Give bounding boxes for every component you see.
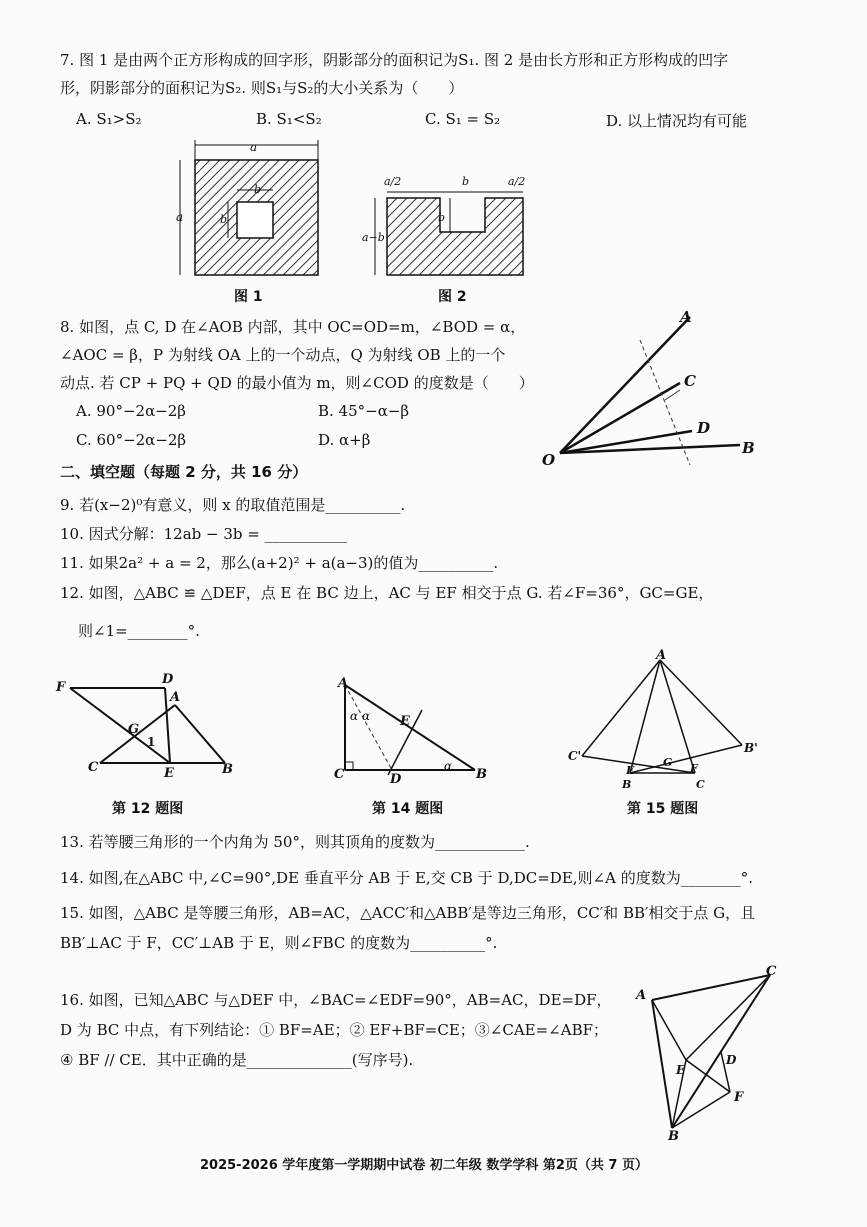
fig15-label-f: F [690, 762, 698, 775]
q16-triangle-diagram [640, 960, 790, 1140]
fig12-label-c: C [88, 760, 99, 775]
fig14-label-d: D [390, 772, 402, 787]
fig15-caption: 第 15 题图 [627, 801, 699, 817]
fig2-label-mid-top: b [462, 175, 470, 188]
fig15-label-c: C [696, 778, 705, 791]
q7-choice-c: C. S₁ = S₂ [425, 110, 501, 128]
fig14-label-e: E [400, 714, 410, 729]
fig14-label-c: C [334, 767, 345, 782]
q8-label-a: A [680, 308, 692, 326]
fig12-caption: 第 12 题图 [112, 801, 184, 817]
fig14-label-alpha-2: α [362, 709, 371, 723]
fig16-label-b: B [668, 1129, 679, 1144]
fig12-label-a: A [170, 690, 181, 705]
q8-label-b: B [742, 439, 755, 457]
figure-1-diagram [170, 140, 330, 285]
figure-1-caption: 图 1 [234, 289, 263, 305]
fig12-label-e: E [164, 766, 174, 781]
figure-2-caption: 图 2 [438, 289, 467, 305]
q14-text: 14. 如图,在△ABC 中,∠C=90°,DE 垂直平分 AB 于 E,交 CB 于 D,DC=DE,则∠A 的度数为________°. [60, 869, 753, 887]
q8-line2: ∠AOC = β，P 为射线 OA 上的一个动点，Q 为射线 OB 上的一个 [60, 346, 506, 364]
q7-choice-b: B. S₁<S₂ [256, 110, 322, 128]
page-footer: 2025-2026 学年度第一学期期中试卷 初二年级 数学学科 第2页（共 7 页） [200, 1158, 649, 1173]
q12-triangle-diagram [50, 675, 240, 775]
q12-line1: 12. 如图，△ABC ≌ △DEF，点 E 在 BC 边上，AC 与 EF 相交于点 G. 若∠F=36°，GC=GE， [60, 584, 714, 602]
q16-line2: D 为 BC 中点，有下列结论：① BF=AE；② EF+BF=CE；③∠CAE=∠ABF； [60, 1021, 609, 1039]
q7-choice-a: A. S₁>S₂ [76, 110, 142, 128]
fig15-label-b: B [622, 778, 632, 791]
fig12-label-d: D [162, 672, 174, 687]
q8-line1: 8. 如图，点 C, D 在∠AOB 内部，其中 OC=OD=m，∠BOD = α， [60, 318, 526, 336]
fig14-label-alpha-1: α [350, 709, 359, 723]
q7-line1: 7. 图 1 是由两个正方形构成的回字形，阴影部分的面积记为S₁. 图 2 是由长方形和正方形构成的凹字 [60, 51, 729, 69]
q8-choice-a: A. 90°−2α−2β [76, 402, 186, 420]
fig14-label-alpha-3: α [444, 759, 453, 773]
fig1-label-side: a [176, 210, 184, 224]
q8-label-o: O [542, 451, 556, 469]
fig2-label-side: a−b [362, 231, 385, 244]
q7-line2: 形，阴影部分的面积记为S₂. 则S₁与S₂的大小关系为（ ） [60, 79, 464, 97]
q10-text: 10. 因式分解：12ab − 3b = ___________ [60, 525, 348, 543]
fig16-label-e: E [676, 1063, 686, 1077]
q16-line1: 16. 如图，已知△ABC 与△DEF 中，∠BAC=∠EDF=90°，AB=AC，DE=DF， [60, 991, 612, 1009]
fig14-label-a: A [338, 676, 349, 691]
fig12-label-1: 1 [147, 735, 156, 749]
q8-choice-b: B. 45°−α−β [318, 402, 410, 420]
q13-text: 13. 若等腰三角形的一个内角为 50°，则其顶角的度数为____________. [60, 833, 530, 851]
q7-choice-d: D. 以上情况均有可能 [606, 112, 748, 130]
fig16-label-c: C [766, 964, 777, 979]
fig12-label-f: F [56, 680, 66, 695]
fig2-label-inner-side: b [438, 211, 446, 224]
fig16-label-a: A [636, 988, 647, 1003]
q8-angle-diagram [540, 305, 770, 475]
fig2-label-right-top: a/2 [508, 175, 526, 188]
q15-line1: 15. 如图，△ABC 是等腰三角形，AB=AC，△ACC′和△ABB′是等边三角形，CC′和 BB′相交于点 G，且 [60, 904, 756, 922]
fig16-label-f: F [734, 1090, 744, 1105]
fig1-label-inner-top: b [254, 183, 262, 196]
q16-line3: ④ BF // CE．其中正确的是______________(写序号). [60, 1051, 414, 1069]
fig15-label-a: A [656, 648, 667, 663]
fig15-label-b-prime: B' [744, 741, 758, 755]
fig14-label-b: B [476, 767, 487, 782]
q9-text: 9. 若(x−2)⁰有意义，则 x 的取值范围是__________. [60, 496, 406, 514]
fig15-label-e: E [626, 764, 635, 777]
fig15-label-g: G [663, 756, 673, 769]
fig14-caption: 第 14 题图 [372, 801, 444, 817]
q8-line3: 动点. 若 CP + PQ + QD 的最小值为 m，则∠COD 的度数是（ ） [60, 374, 534, 392]
fig15-label-c-prime: C' [568, 749, 582, 763]
q12-line2: 则∠1=________°. [78, 622, 200, 640]
q8-label-c: C [684, 372, 696, 390]
q15-line2: BB′⊥AC 于 F，CC′⊥AB 于 E，则∠FBC 的度数为__________°. [60, 934, 498, 952]
q8-label-d: D [697, 419, 711, 437]
fig2-label-left-top: a/2 [384, 175, 402, 188]
fig12-label-b: B [222, 762, 233, 777]
fig16-label-d: D [726, 1053, 737, 1067]
fig1-label-top: a [250, 140, 258, 154]
fig1-label-inner-side: b [220, 213, 228, 226]
q11-text: 11. 如果2a² + a = 2，那么(a+2)² + a(a−3)的值为__________. [60, 554, 499, 572]
q8-choice-c: C. 60°−2α−2β [76, 431, 187, 449]
q14-triangle-diagram [330, 670, 490, 785]
q8-choice-d: D. α+β [318, 431, 371, 449]
fig12-label-g: G [128, 722, 140, 737]
section-2-heading: 二、填空题（每题 2 分，共 16 分） [60, 463, 308, 481]
